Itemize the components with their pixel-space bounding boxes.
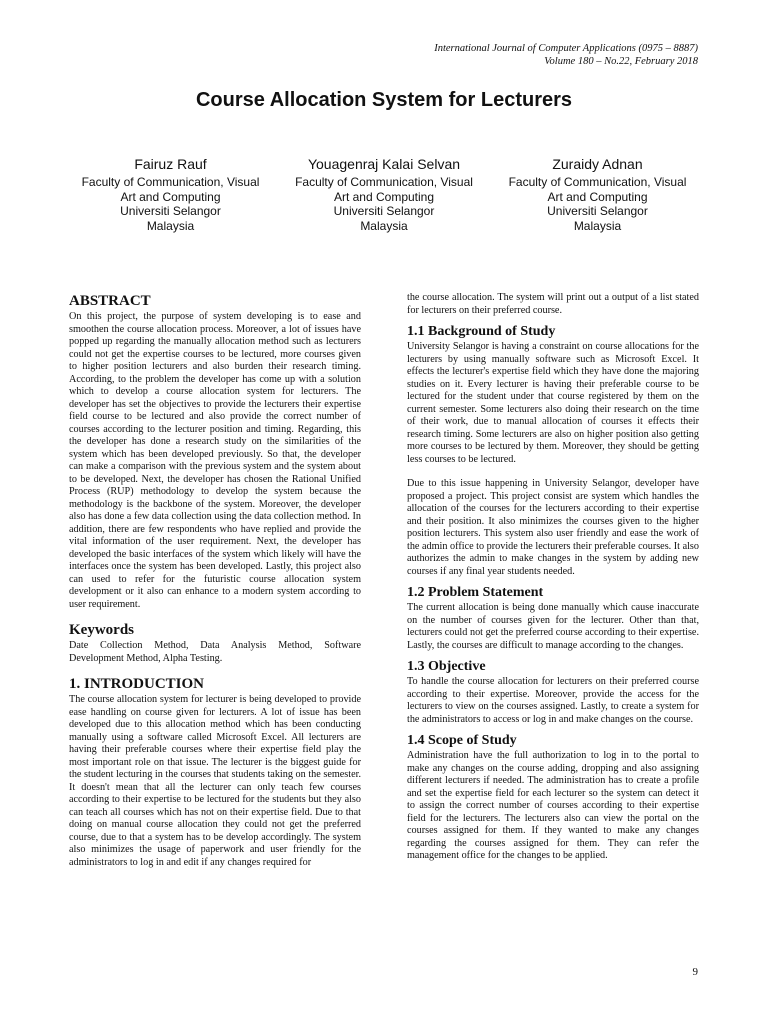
author-affiliation: Faculty of Communication, Visual	[81, 175, 260, 189]
introduction-heading: 1. INTRODUCTION	[69, 676, 205, 692]
right-column	[407, 292, 699, 863]
author-1	[68, 156, 273, 233]
keywords-text: Date Collection Method, Data Analysis Method, Software Development Method, Alpha Testing.	[69, 640, 361, 664]
journal-name: International Journal of Computer Applications (0975 – 8887)	[434, 43, 698, 54]
author-university: Universiti Selangor	[547, 204, 648, 218]
author-affiliation: Art and Computing	[547, 189, 648, 204]
introduction-continued: the course allocation. The system will print out a output of a list stated for lecturers on their preferred course.	[407, 292, 699, 316]
problem-statement-heading: 1.2 Problem Statement	[407, 585, 544, 600]
left-column	[69, 292, 361, 869]
author-country: Malaysia	[360, 218, 408, 233]
journal-volume: Volume 180 – No.22, February 2018	[544, 56, 698, 67]
background-heading: 1.1 Background of Study	[407, 324, 556, 339]
author-block	[68, 156, 700, 233]
background-paragraph-1: University Selangor is having a constraint on course allocations for the lecturers by using manually software such as Microsoft Excel. It effects the lecturer's expertise field which they have done the majoring studies on it. Every lecturer is having their preferable course to be lectured for the student under that course registered by them on the current semester. Some lecturers also doing their research on the time of their work, due to manual allocation of courses it effects their research timing. Some lecturers are also on higher position also getting more courses to be lectured by them. Moreover, they should be getting less courses to be lectured.	[407, 341, 699, 465]
problem-statement-text: The current allocation is being done manually which cause inaccurate on the number of courses given for the lecturer. Other than that, lecturers could not get the preferred course according to their expertise. Lastly, the courses are difficult to manage according to the changes.	[407, 602, 699, 651]
author-university: Universiti Selangor	[333, 204, 435, 218]
background-paragraph-2: Due to this issue happening in University Selangor, developer have proposed a project. This project consist are system which handles the allocation of the courses for the lecturers according to their expertise and their position. It also minimizes the courses given to the higher position lecturers. This system also user friendly and ease the work of the admin office to provide the lecturers their preferable courses. It also authorizes the admin to make changes in the system by adding new courses if any final year students needed.	[407, 478, 699, 577]
objective-text: To handle the course allocation for lecturers on their preferred course according to their expertise. Moreover, provide the access for the lecturers to view on the courses assigned. Lastly, to create a system for the administrators to access or log in and make changes on the course.	[407, 676, 699, 725]
author-name: Youagenraj Kalai Selvan	[307, 156, 461, 172]
author-name: Fairuz Rauf	[134, 156, 207, 172]
author-affiliation: Faculty of Communication, Visual	[295, 175, 473, 189]
author-3	[495, 156, 700, 233]
author-affiliation: Faculty of Communication, Visual	[508, 175, 687, 189]
abstract-heading: ABSTRACT	[69, 293, 151, 309]
author-university: Universiti Selangor	[120, 204, 221, 218]
abstract-text: On this project, the purpose of system developing is to ease and smoothen the course allocation process. Moreover, a lot of issues have popped up regarding the manually allocation method such as lecturers could not get the expertise courses to be lectured, more courses given to higher position lecturers and also burden their research timing. According, to the problem the developer has come up with a solution which to develop a course allocation system for lecturers. The developer has set the objectives to provide the lecturers their expertise field course to be lectured and also provide the correct number of courses according to the lecturer position and timing. Regarding, this the developer has done a research study on the similarities of the system which has been developed previously. So that, the developer can make a comparison with the previous system and the system about to be developed. Next, the developer has chosen the Rational Unified Process (RUP) methodology to develop the system because the methodology is the backbone of the system. Moreover, the developer also has done a few data collection using the data collection method. In addition, there are few respondents who have replied and provide the vital information of the user requirement. Next, the developer has developed the basic interfaces of the system which likely will have the interfaces once the system has been developed. Lastly, this project also can used to refer for the futuristic course allocation system development or it also can enhance to a modern system according to user requirement.	[69, 311, 361, 610]
introduction-text: The course allocation system for lecturer is being developed to provide ease handling on course given for lecturers. A lot of issue has been developed due to this allocation method which has been conducting manually using a software called Microsoft Excel. All lecturers are having their preferable courses where their expertise field play the most important role on that issue. The lecturer is the biggest guide for the student lecturing in the courses that students taking on the semester. It doesn't mean that all the lecturer can only teach few courses according to their expertise to be lectured for the students but they also can teach all courses which has not on their expertise field. Due to that doing on manual course allocation they could not get the preferred course, due to that a system has to be develop accordingly. The system also minimizes the usage of paperwork and user friendly for the administrators to log in and edit if any changes required for	[69, 694, 361, 868]
author-country: Malaysia	[146, 218, 195, 233]
author-affiliation: Art and Computing	[120, 189, 221, 204]
keywords-heading: Keywords	[69, 622, 134, 638]
objective-heading: 1.3 Objective	[407, 659, 486, 674]
scope-text: Administration have the full authorization to log in to the portal to make any changes on the course adding, dropping and also assigning different lecturers if needed. The administration has to create a profile and set the expertise field for each lecturer so the system can detect it to assign the correct number of courses according to their expertise field for the lecturers. The lecturers also can view the portal on the courses assigned for them. If they wanted to make any changes regarding the courses assigned for them. They can refer the management office for the changes to be applied.	[407, 750, 699, 861]
author-2	[282, 156, 487, 233]
page-number: 9	[692, 966, 698, 978]
author-country: Malaysia	[573, 218, 622, 233]
paper-title: Course Allocation System for Lecturers	[195, 89, 573, 111]
scope-heading: 1.4 Scope of Study	[407, 733, 517, 748]
author-name: Zuraidy Adnan	[552, 156, 643, 172]
author-affiliation: Art and Computing	[333, 189, 435, 204]
journal-header	[434, 42, 698, 68]
